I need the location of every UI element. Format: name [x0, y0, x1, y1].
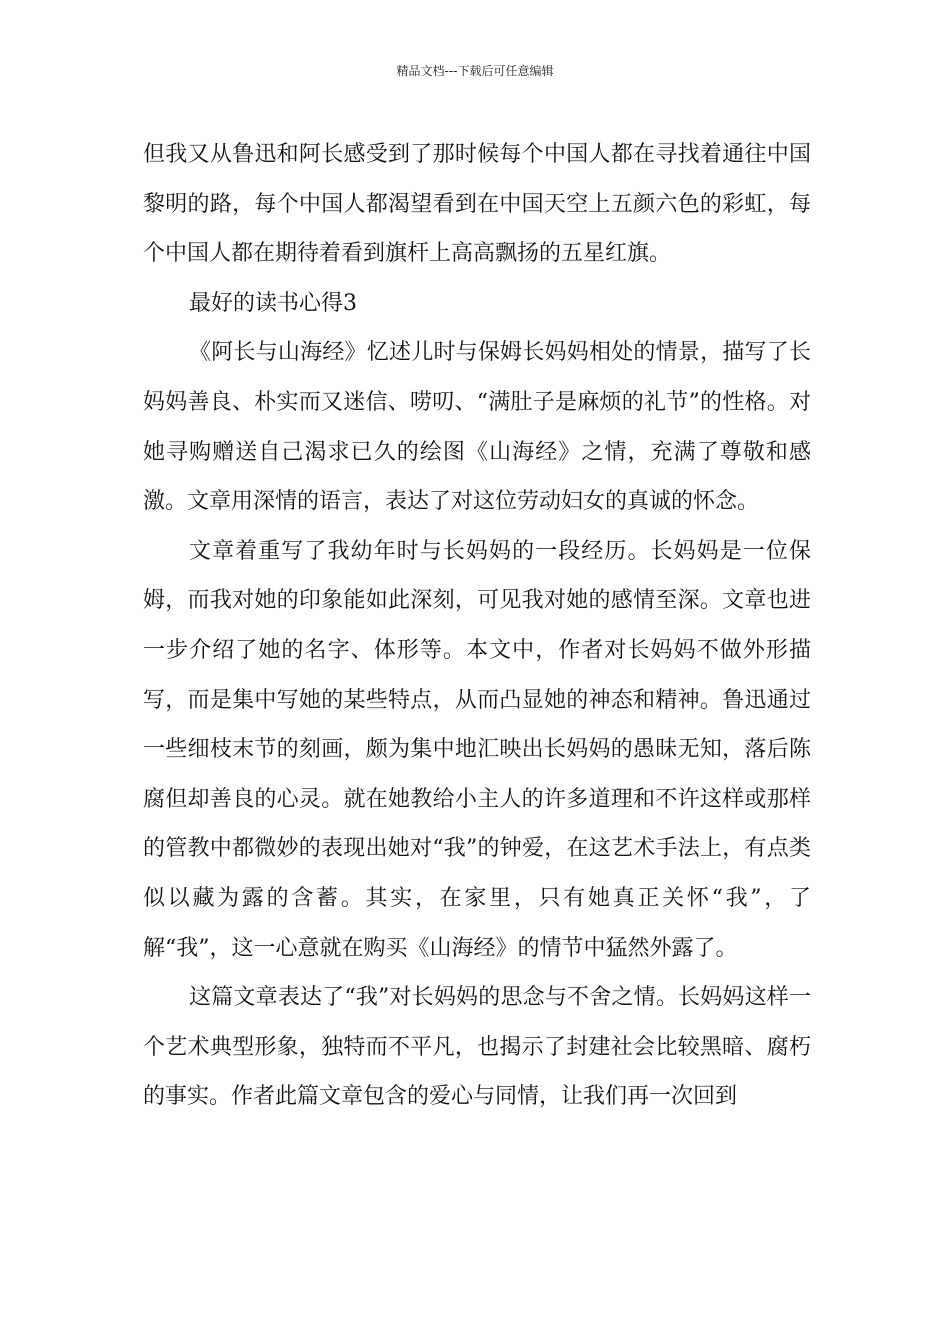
section-heading: 最好的读书心得3	[189, 290, 357, 316]
paragraph-3: 文章着重写了我幼年时与长妈妈的一段经历。长妈妈是一位保姆，而我对她的印象能如此深刻，可见我对她的感情至深。文章也进一步介绍了她的名字、体形等。本文中，作者对长妈妈不做外形描写，而是集中写她的某些特点，从而凸显她的神态和精神。鲁迅通过一些细枝末节的刻画，颇为集中地汇映出长妈妈的愚昧无知，落后陈腐但却善良的心灵。就在她教给小主人的许多道理和不许这样或那样的管教中都微妙的表现出她对“我”的钟爱，在这艺术手法上，有点类似以藏为露的含蓄。其实，在家里，只有她真正关怀“我”，了解“我”，这一心意就在购买《山海经》的情节中猛然外露了。	[143, 538, 811, 961]
document-body	[143, 130, 811, 1122]
paragraph-1: 但我又从鲁迅和阿长感受到了那时候每个中国人都在寻找着通往中国黎明的路，每个中国人都渴望看到在中国天空上五颜六色的彩虹，每个中国人都在期待着看到旗杆上高高飘扬的五星红旗。	[143, 142, 811, 267]
paragraph-4: 这篇文章表达了“我”对长妈妈的思念与不舍之情。长妈妈这样一个艺术典型形象，独特而不平凡，也揭示了封建社会比较黑暗、腐朽的事实。作者此篇文章包含的爱心与同情，让我们再一次回到	[143, 985, 811, 1110]
paragraph-2: 《阿长与山海经》忆述儿时与保姆长妈妈相处的情景，描写了长妈妈善良、朴实而又迷信、唠叨、“满肚子是麻烦的礼节”的性格。对她寻购赠送自己渴求已久的绘图《山海经》之情，充满了尊敬和感激。文章用深情的语言，表达了对这位劳动妇女的真诚的怀念。	[143, 340, 811, 515]
page-header: 精品文档---下载后可任意编辑	[396, 64, 554, 78]
